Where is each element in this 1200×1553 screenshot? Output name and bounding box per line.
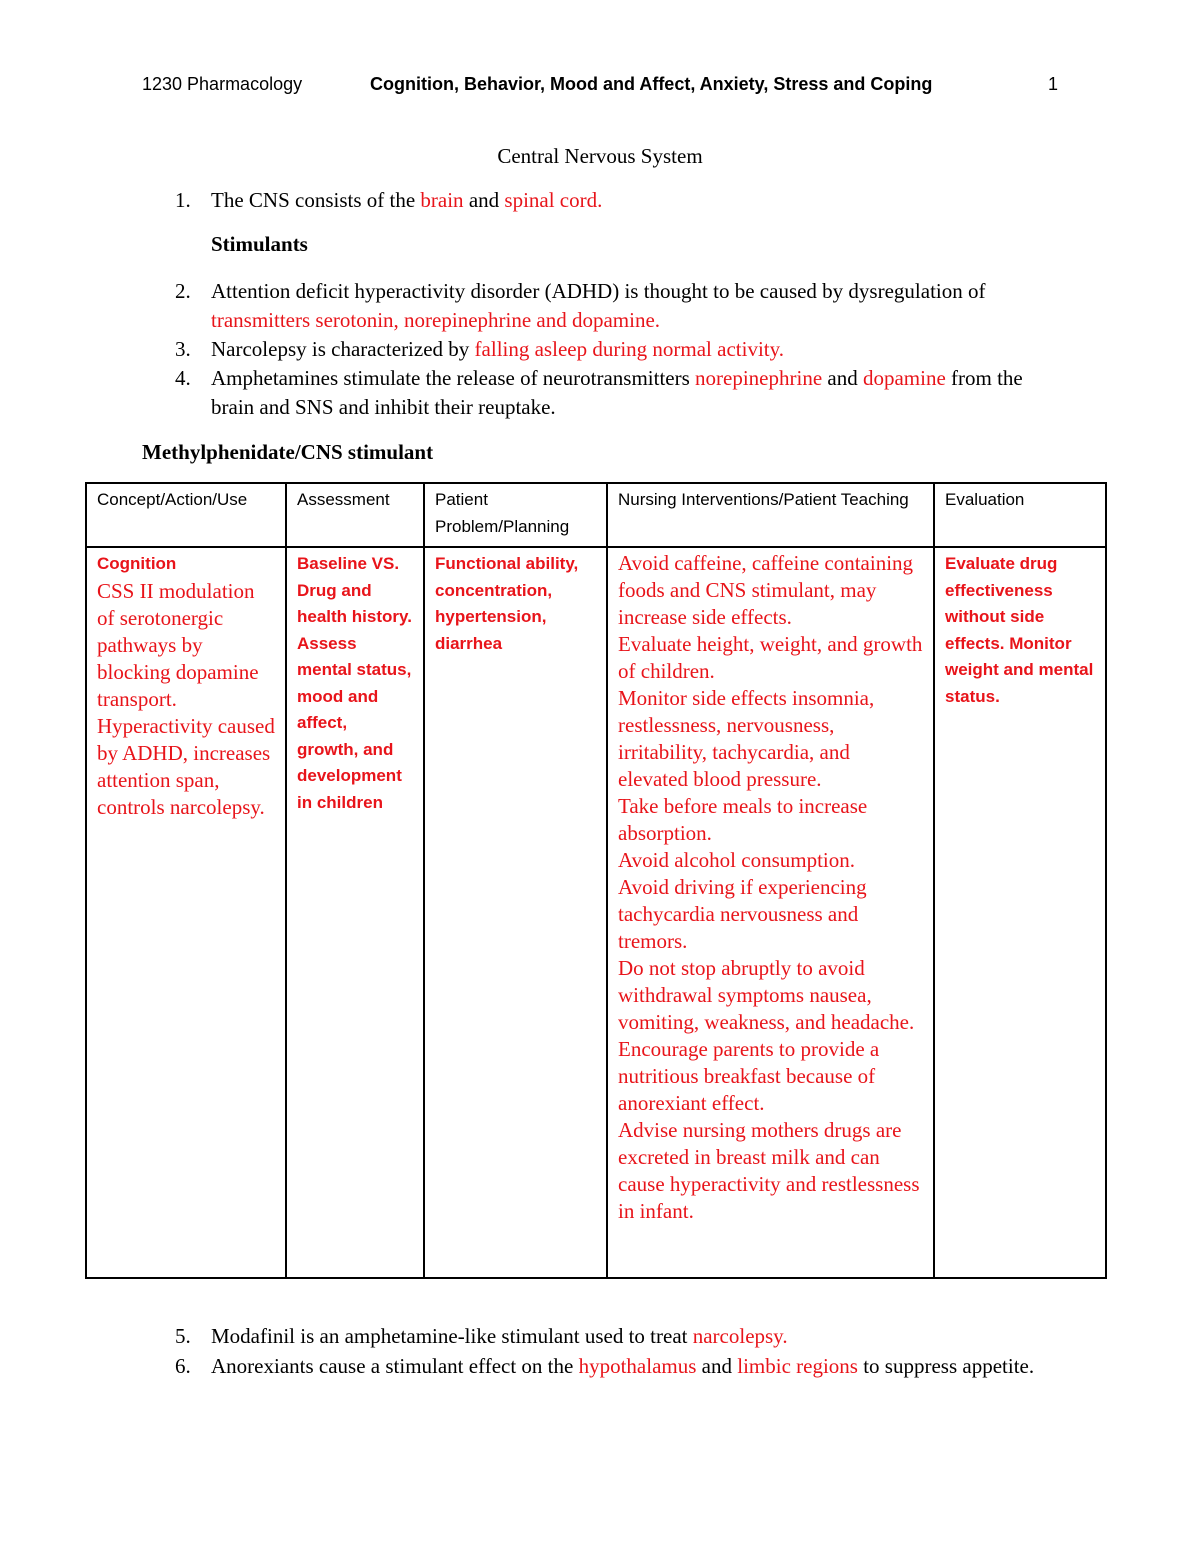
intervention-item: Evaluate height, weight, and growth of children. <box>618 632 923 683</box>
intervention-item: Avoid caffeine, caffeine containing foods and CNS stimulant, may increase side effects. <box>618 551 914 629</box>
concept-label: Cognition <box>97 554 177 573</box>
page-header <box>142 74 1062 100</box>
item-text: Modafinil is an amphetamine-like stimulant used to treat <box>211 1324 693 1348</box>
item-number: 6. <box>175 1354 191 1378</box>
intervention-item: Do not stop abruptly to avoid withdrawal symptoms nausea, vomiting, weakness, and headache. <box>618 956 915 1034</box>
item-text: Amphetamines stimulate the release of neurotransmitters <box>211 366 696 390</box>
page-title: Central Nervous System <box>497 144 703 168</box>
item-text: to suppress appetite. <box>857 1354 1035 1378</box>
intervention-item: Take before meals to increase absorption. <box>618 794 868 845</box>
planning-text: Functional ability, concentration, hypertension, diarrhea <box>435 554 579 653</box>
item-answer: limbic regions <box>737 1354 858 1378</box>
item-text: Attention deficit hyperactivity disorder (ADHD) is thought to be caused by dysregulation of <box>211 279 986 303</box>
intervention-item: Avoid driving if experiencing tachycardia nervousness and tremors. <box>618 875 867 953</box>
intervention-item: Monitor side effects insomnia, restlessness, nervousness, irritability, tachycardia, and elevated blood pressure. <box>618 686 875 791</box>
table-header-row <box>86 483 1106 547</box>
concept-text: CSS II modulation of serotonergic pathways by blocking dopamine transport. Hyperactivity caused by ADHD, increases attention span, controls narcolepsy. <box>97 578 275 819</box>
column-header: Evaluation <box>934 483 1106 547</box>
item-number: 4. <box>175 366 191 390</box>
intervention-item: Advise nursing mothers drugs are excreted in breast milk and can cause hyperactivity and restlessness in infant. <box>618 1118 920 1223</box>
planning-cell <box>424 547 607 1278</box>
care-plan-table <box>85 482 1107 1279</box>
item-text: from the brain and SNS and inhibit their reuptake. <box>211 366 1023 419</box>
page-number: 1 <box>1047 74 1058 94</box>
column-header: Nursing Interventions/Patient Teaching <box>607 483 934 547</box>
item-answer: spinal cord. <box>504 188 603 212</box>
column-header: Patient Problem/Planning <box>424 483 607 547</box>
item-answer: hypothalamus <box>578 1354 697 1378</box>
course-title: 1230 Pharmacology <box>142 74 303 94</box>
item-number: 3. <box>175 337 191 361</box>
item-text: The CNS consists of the <box>211 188 421 212</box>
item-text: Anorexiants cause a stimulant effect on the <box>211 1354 579 1378</box>
item-text: Narcolepsy is characterized by <box>211 337 475 361</box>
table-row <box>86 547 1106 1278</box>
table-heading: Methylphenidate/CNS stimulant <box>142 440 434 464</box>
intervention-item: Encourage parents to provide a nutritious breakfast because of anorexiant effect. <box>618 1037 880 1115</box>
item-answer: transmitters serotonin, norepinephrine and dopamine. <box>211 308 661 332</box>
intervention-item: Avoid alcohol consumption. <box>618 848 855 872</box>
item-answer: brain <box>420 188 464 212</box>
column-header: Assessment <box>286 483 424 547</box>
item-number: 1. <box>175 188 191 212</box>
item-answer: falling asleep during normal activity. <box>474 337 785 361</box>
column-header: Concept/Action/Use <box>86 483 286 547</box>
item-number: 5. <box>175 1324 191 1348</box>
item-text: and <box>463 188 505 212</box>
item-number: 2. <box>175 279 191 303</box>
item-text: and <box>822 366 863 390</box>
evaluation-cell <box>934 547 1106 1278</box>
item-text: and <box>696 1354 738 1378</box>
interventions-cell <box>607 547 934 1278</box>
evaluation-text: Evaluate drug effectiveness without side effects. Monitor weight and mental status. <box>945 554 1094 706</box>
item-answer: norepinephrine <box>695 366 823 390</box>
assessment-text: Baseline VS. Drug and health history. Assess mental status, mood and affect, growth, and development in children <box>297 554 412 812</box>
stimulants-heading: Stimulants <box>211 232 308 256</box>
topic-title: Cognition, Behavior, Mood and Affect, Anxiety, Stress and Coping <box>370 74 933 94</box>
item-answer: dopamine <box>862 366 946 390</box>
concept-cell <box>86 547 286 1278</box>
assessment-cell <box>286 547 424 1278</box>
item-answer: narcolepsy. <box>692 1324 788 1348</box>
